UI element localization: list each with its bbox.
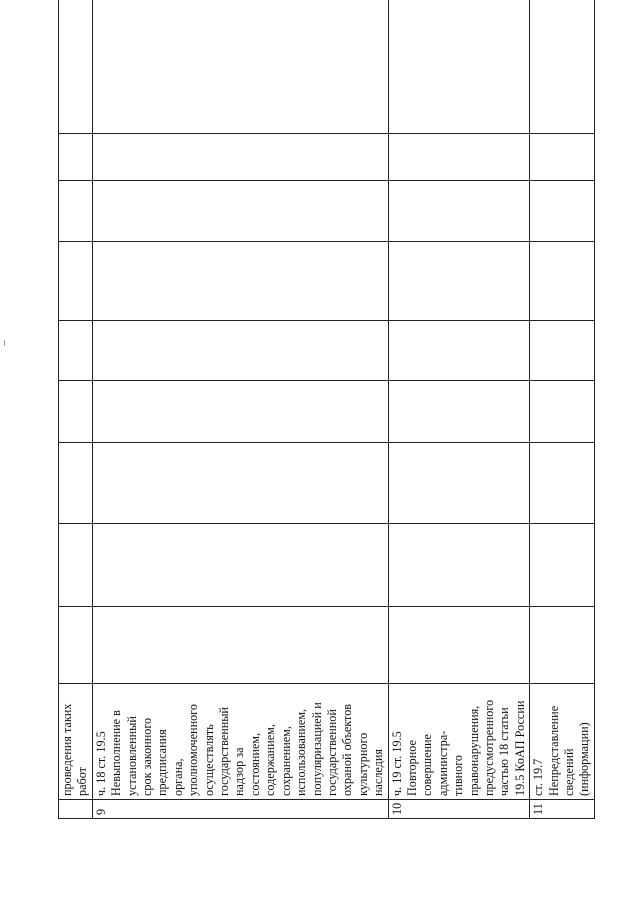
- table-cell: [530, 381, 595, 443]
- table-row: [388, 0, 530, 819]
- rotated-page: [58, 30, 640, 815]
- table-cell: [530, 242, 595, 321]
- row-number: 11: [530, 800, 595, 819]
- row-number: 9: [92, 800, 388, 819]
- table-cell: [59, 443, 93, 524]
- table-cell: [388, 524, 530, 607]
- table-cell: [530, 0, 595, 134]
- table-cell: [92, 607, 388, 684]
- table-cell: [59, 607, 93, 684]
- table-cell: [92, 381, 388, 443]
- violation-article: ч. 18 ст. 19.5 Невыполнение в установленный срок законного предписания органа, уполномоченного осуществлять государственный надзор за состоянием, содержанием, сохранением, использованием, популяризацией и государственной охраной объектов культурного наследия: [92, 684, 388, 800]
- violation-article: ч. 19 ст. 19.5 Повторное совершение администра- тивного правонарушения, предусмотренного частью 18 статьи 19.5 КоАП России: [388, 684, 530, 800]
- table-cell: [530, 607, 595, 684]
- violation-article: проведения таких работ: [59, 684, 93, 800]
- table-body: [59, 0, 595, 819]
- table-cell: [388, 607, 530, 684]
- table-cell: [388, 181, 530, 242]
- table-cell: [59, 321, 93, 381]
- table-cell: [92, 181, 388, 242]
- table-cell: [388, 0, 530, 134]
- table-cell: [530, 443, 595, 524]
- table-row: [59, 0, 93, 819]
- scan-artifact: [4, 340, 5, 346]
- table-cell: [530, 524, 595, 607]
- table-cell: [388, 242, 530, 321]
- table-cell: [59, 0, 93, 134]
- table-cell: [388, 134, 530, 181]
- table-cell: [92, 0, 388, 134]
- table-row: [530, 0, 595, 819]
- table-rotation-wrapper: [58, 30, 592, 819]
- table-cell: [388, 321, 530, 381]
- table-cell: [92, 134, 388, 181]
- table-cell: [59, 524, 93, 607]
- table-cell: [92, 443, 388, 524]
- table-cell: [530, 134, 595, 181]
- table-cell: [530, 321, 595, 381]
- table-cell: [59, 134, 93, 181]
- violations-table: [58, 0, 595, 819]
- row-number: [59, 800, 93, 819]
- table-cell: [92, 242, 388, 321]
- table-cell: [92, 321, 388, 381]
- table-cell: [92, 524, 388, 607]
- table-cell: [530, 181, 595, 242]
- row-number: 10: [388, 800, 530, 819]
- violation-article: ст. 19.7 Непредставление сведений (информации): [530, 684, 595, 800]
- table-cell: [59, 381, 93, 443]
- table-cell: [59, 181, 93, 242]
- table-row: [92, 0, 388, 819]
- table-cell: [388, 443, 530, 524]
- table-cell: [59, 242, 93, 321]
- table-cell: [388, 381, 530, 443]
